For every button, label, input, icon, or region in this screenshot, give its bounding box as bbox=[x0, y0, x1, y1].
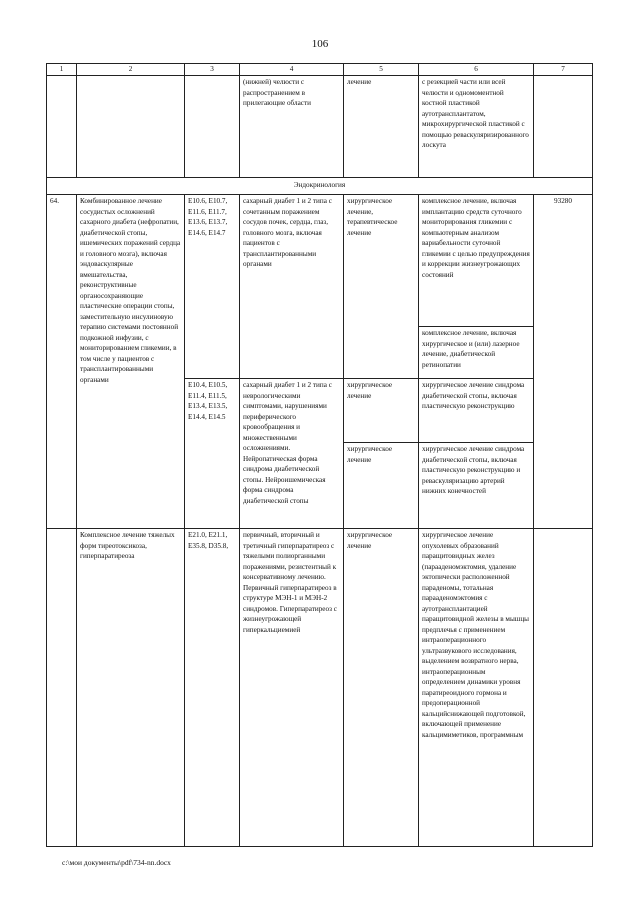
name-cell bbox=[77, 76, 185, 178]
section-row bbox=[47, 178, 593, 195]
section-title: Эндокринология bbox=[47, 178, 593, 195]
column-header: 4 bbox=[240, 64, 344, 76]
cost-value: 93280 bbox=[534, 195, 593, 529]
row-number: 64. bbox=[47, 195, 77, 529]
diagnosis-codes: E10.4, E10.5, E11.4, E11.5, E13.4, E13.5, E14.4, E14.5 bbox=[185, 379, 240, 529]
table-row bbox=[47, 529, 593, 847]
treatment-type: хирургическое лечение bbox=[344, 379, 419, 443]
treatment-method: хирургическое лечение опухолевых образований паращитовидных желез (парааденомэктомия, удаление эктопически расположенной параденомы, тотальная парааденомэктомия с аутотрансплантацией паращитовидной железы в мышцы предплечья с применением интраоперационного ультразвукового исследования, выделением возвратного нерва, интраоперационным определением динамики уровня паратиреоидного гормона и предоперационной кальцийснижающей подготовкой, включающей применение кальцимиметиков, программным bbox=[419, 529, 534, 847]
treatment-method: комплексное лечение, включая хирургическое и (или) лазерное лечение, диабетической ретинопатии bbox=[419, 327, 534, 379]
patient-model: сахарный диабет 1 и 2 типа с неврологическими симптомами, нарушениями периферического кровообращения и множественными осложнениями. Нейропатическая форма синдрома диабетической стопы. Нейроишемическая форма синдрома диабетической стопы bbox=[240, 379, 344, 529]
row-number bbox=[47, 529, 77, 847]
page-number: 106 bbox=[311, 38, 329, 50]
method-cell: с резекцией части или всей челюсти и одномоментной костной пластикой аутотрансплантатом, микрохирургической пластикой с помощью реваскуляризированного лоскута bbox=[419, 76, 534, 178]
patient-model: первичный, вторичный и третичный гиперпаратиреоз с тяжелыми полиорганными поражениями, резистентный к консервативному лечению. Первичный гиперпаратиреоз в структуре МЭН-1 и МЭН-2 синдромов. Гиперпаратиреоз с жизнеугрожающей гиперкальциемией bbox=[240, 529, 344, 847]
column-header: 5 bbox=[344, 64, 419, 76]
diagnosis-codes: E21.0, E21.1, E35.8, D35.8, bbox=[185, 529, 240, 847]
treatment-type: хирургическое лечение bbox=[344, 443, 419, 529]
treatment-name: Комплексное лечение тяжелых форм тиреотоксикоза, гиперпаратиреоза bbox=[77, 529, 185, 847]
treatment-type-cell: лечение bbox=[344, 76, 419, 178]
treatment-type: хирургическое лечение, терапевтическое лечение bbox=[344, 195, 419, 379]
diagnosis-codes: E10.6, E10.7, E11.6, E11.7, E13.6, E13.7, E14.6, E14.7 bbox=[185, 195, 240, 379]
codes-cell bbox=[185, 76, 240, 178]
column-header: 2 bbox=[77, 64, 185, 76]
cost-cell bbox=[534, 76, 593, 178]
file-path-footer: c:\мои документы\pdf\734-nn.docx bbox=[62, 858, 171, 867]
column-header-row bbox=[47, 64, 593, 76]
treatment-table bbox=[46, 63, 593, 847]
column-header: 3 bbox=[185, 64, 240, 76]
table-row bbox=[47, 76, 593, 178]
table-row bbox=[47, 195, 593, 327]
treatment-method: комплексное лечение, включая имплантацию средств суточного мониторирования гликемии с компьютерным анализом вариабельности суточной гликемии с целью предупреждения и коррекции жизнеугрожающих состояний bbox=[419, 195, 534, 327]
cost-value bbox=[534, 529, 593, 847]
treatment-name: Комбинированное лечение сосудистых осложнений сахарного диабета (нефропатии, диабетической стопы, ишемических поражений сердца и головного мозга), включая эндоваскулярные вмешательства, реконструктивные органосохраняющие пластические операции стопы, заместительную инсулиновую терапию системами постоянной подкожной инфузии, с мониторированием гликемии, в том числе у пациентов с трансплантированными органами bbox=[77, 195, 185, 529]
number-cell bbox=[47, 76, 77, 178]
treatment-method: хирургическое лечение синдрома диабетической стопы, включая пластическую реконструкцию bbox=[419, 379, 534, 443]
treatment-method: хирургическое лечение синдрома диабетической стопы, включая пластическую реконструкцию и реваскуляризацию артерий нижних конечностей bbox=[419, 443, 534, 529]
column-header: 6 bbox=[419, 64, 534, 76]
column-header: 7 bbox=[534, 64, 593, 76]
column-header: 1 bbox=[47, 64, 77, 76]
model-cell: (нижней) челюсти с распространением в прилегающие области bbox=[240, 76, 344, 178]
patient-model: сахарный диабет 1 и 2 типа с сочетанным поражением сосудов почек, сердца, глаз, головного мозга, включая пациентов с трансплантированными органами bbox=[240, 195, 344, 379]
treatment-type: хирургическое лечение bbox=[344, 529, 419, 847]
